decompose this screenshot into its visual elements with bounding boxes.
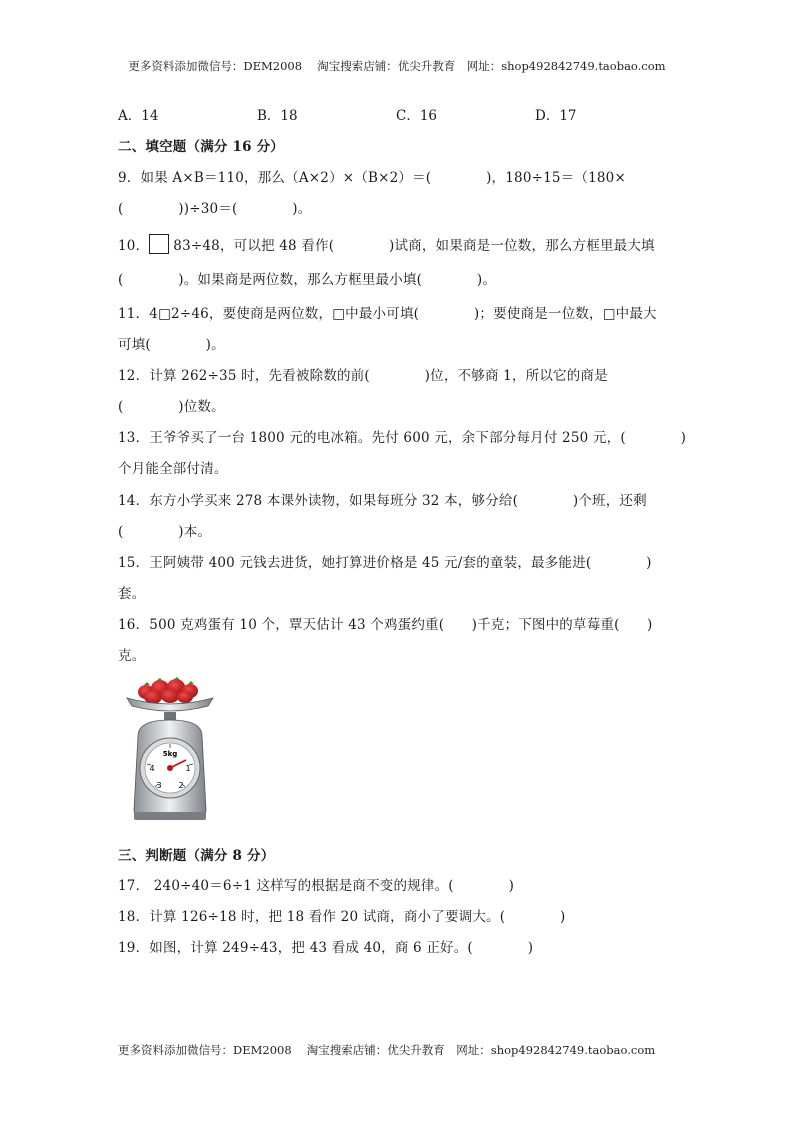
- page-footer: 更多资料添加微信号：DEM2008 淘宝搜索店铺：优尖升教育 网址：shop492842749.taobao.com: [118, 1043, 656, 1057]
- question-13-line-2: 个月能全部付清。: [118, 461, 228, 477]
- question-10-line-1: [118, 234, 655, 254]
- option-a: A．14: [118, 108, 159, 124]
- strawberry-scale-icon: [124, 676, 216, 822]
- question-13-line-1: 13．王爷爷买了一台 1800 元的电冰箱。先付 600 元，余下部分每月付 250 元，( ): [118, 430, 687, 446]
- question-15-line-2: 套。: [118, 586, 146, 602]
- question-12-line-1: 12．计算 262÷35 时，先看被除数的前( )位，不够商 1，所以它的商是: [118, 368, 608, 384]
- question-15-line-1: 15．王阿姨带 400 元钱去进货，她打算进价格是 45 元/套的童装，最多能进( ): [118, 555, 652, 571]
- question-14-line-2: ( )本。: [118, 524, 212, 540]
- question-14-line-1: 14．东方小学买来 278 本课外读物，如果每班分 32 本，够分给( )个班，还剩: [118, 493, 647, 509]
- question-9-line-1: 9．如果 A×B＝110，那么（A×2）×（B×2）＝( )，180÷15＝（180×: [118, 170, 626, 186]
- question-10-text: 83÷48，可以把 48 看作( )试商，如果商是一位数，那么方框里最大填: [173, 238, 655, 254]
- question-12-line-2: ( )位数。: [118, 399, 225, 415]
- option-c: C．16: [396, 108, 438, 124]
- scale-tick-1: 1: [185, 764, 191, 773]
- question-11-line-2: 可填( )。: [118, 337, 225, 353]
- option-b: B．18: [257, 108, 298, 124]
- section-3-heading: 三、判断题（满分 8 分）: [118, 848, 275, 864]
- question-11-line-1: 11．4□2÷46，要使商是两位数，□中最小可填( )；要使商是一位数，□中最大: [118, 306, 657, 322]
- blank-box-icon: [149, 234, 169, 254]
- question-10-number: 10．: [118, 238, 150, 254]
- question-16-line-2: 克。: [118, 648, 146, 664]
- question-17: 17． 240÷40＝6÷1 这样写的根据是商不变的规律。( ): [118, 878, 515, 894]
- question-9-line-2: ( ))÷30＝( )。: [118, 201, 312, 217]
- question-18: 18．计算 126÷18 时，把 18 看作 20 试商，商小了要调大。( ): [118, 909, 566, 925]
- page-header: 更多资料添加微信号：DEM2008 淘宝搜索店铺：优尖升教育 网址：shop492842749.taobao.com: [128, 59, 666, 73]
- scale-unit-label: 5kg: [162, 750, 178, 758]
- section-2-heading: 二、填空题（满分 16 分）: [118, 139, 284, 155]
- option-d: D．17: [535, 108, 577, 124]
- question-19: 19．如图，计算 249÷43，把 43 看成 40，商 6 正好。( ): [118, 940, 534, 956]
- scale-tick-2: 2: [178, 781, 184, 790]
- strawberries: [138, 677, 198, 704]
- question-10-line-2: ( )。如果商是两位数，那么方框里最小填( )。: [118, 272, 497, 288]
- scale-tick-4: 4: [149, 764, 155, 773]
- question-16-line-1: 16．500 克鸡蛋有 10 个，覃天估计 43 个鸡蛋约重( )千克；下图中的草莓重( ): [118, 617, 653, 633]
- scale-tick-3: 3: [156, 781, 162, 790]
